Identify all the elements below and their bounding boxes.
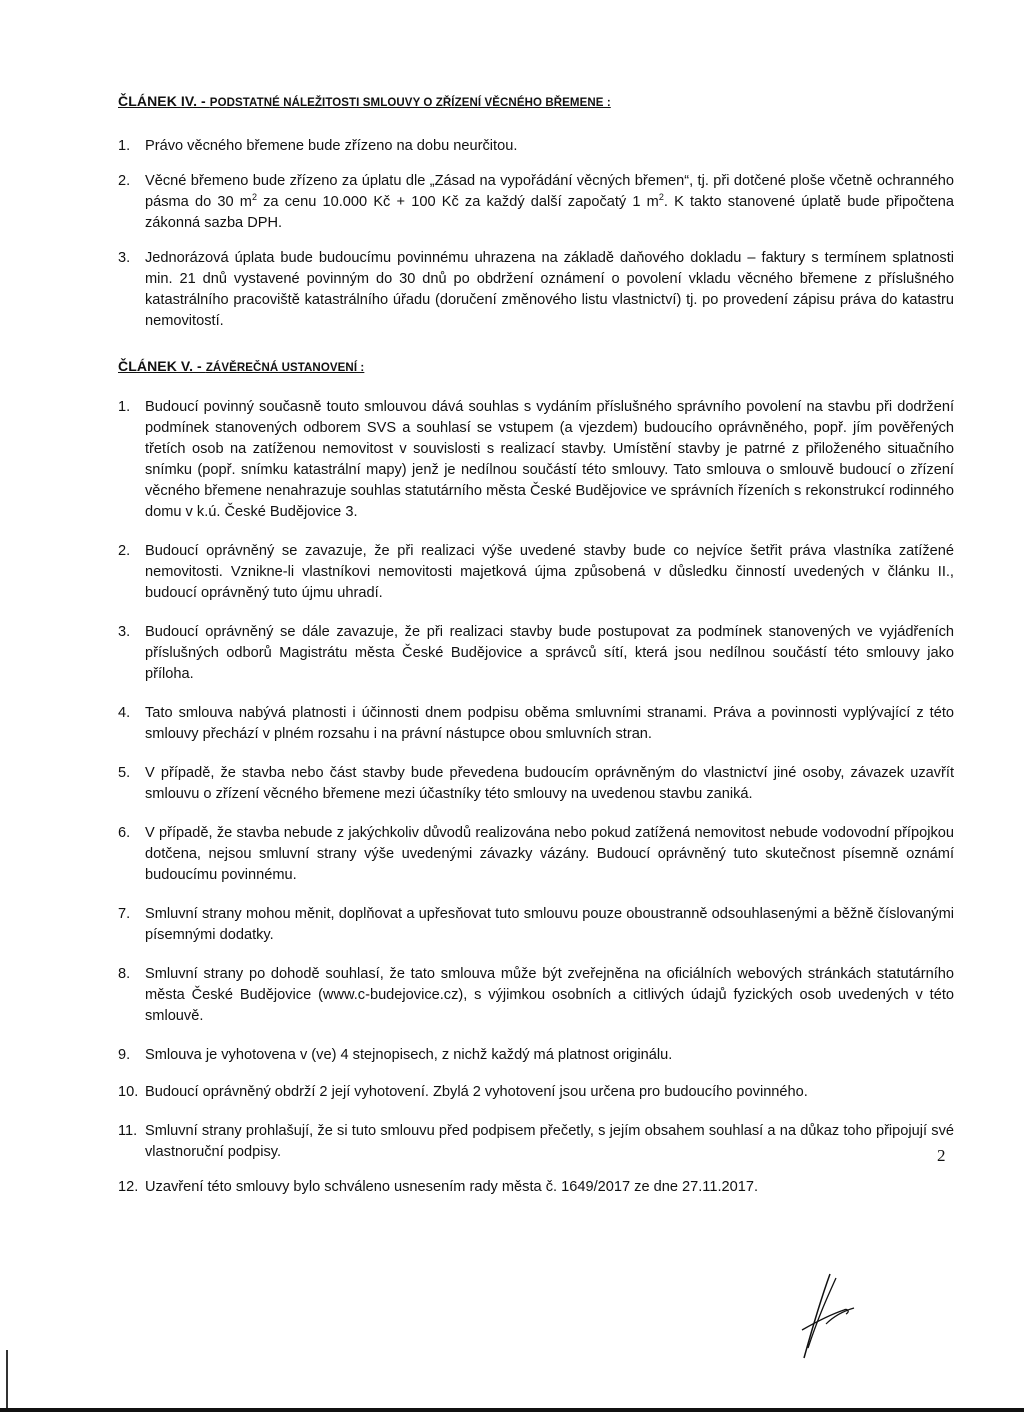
item-number: 3. [118,250,131,266]
article-4-heading-prefix: ČLÁNEK IV. - [118,93,210,109]
item-number: 9. [118,1047,131,1063]
article-5-item-6 [118,823,954,886]
superscript-2: 2 [658,192,664,202]
article-5-item-11 [118,1121,954,1163]
item-text: V případě, že stavba nebo část stavby bude převedena budoucím oprávněným do vlastnictví jiné osoby, závazek uzavřít smlouvu o zřízení věcného břemene mezi účastníky této smlouvy na uvedenou stavbu zaniká. [145,765,954,802]
item-number: 4. [118,705,131,721]
item-number: 6. [118,825,131,841]
article-5-heading [118,357,954,377]
item-number: 12. [118,1179,139,1195]
item-number: 11. [118,1123,138,1139]
item-number: 2. [118,543,131,559]
article-5-item-3 [118,622,954,685]
handwritten-signature [796,1270,862,1362]
item-number: 1. [118,399,131,415]
item-text: Smluvní strany mohou měnit, doplňovat a upřesňovat tuto smlouvu pouze oboustranně odsouhlasenými a běžně číslovanými písemnými dodatky. [145,906,954,943]
article-5-item-9 [118,1045,954,1066]
item-text: Budoucí oprávněný se zavazuje, že při realizaci výše uvedené stavby bude co nejvíce šetřit práva vlastníka zatížené nemovitosti. Vznikne-li vlastníkovi nemovitosti majetková újma způsobená v důsledku činností uvedených v článku II., budoucí oprávněný tuto újmu uhradí. [145,543,954,601]
article-5-item-8 [118,964,954,1027]
item-text: Tato smlouva nabývá platnosti i účinnosti dnem podpisu oběma smluvními stranami. Práva a povinnosti vyplývající z této smlouvy přechází v plném rozsahu i na právní nástupce obou smluvních stran. [145,705,954,742]
item-number: 5. [118,765,131,781]
item-text: Jednorázová úplata bude budoucímu povinnému uhrazena na základě daňového dokladu – faktury s termínem splatnosti min. 21 dnů vystavené povinným do 30 dnů po obdržení oznámení o povolení vkladu věcného břemene z příslušného katastrálního pracoviště katastrálního úřadu (doručení změnového listu vlastnictví) tj. po provedení zápisu práva do katastru nemovitostí. [145,250,954,329]
item-number: 7. [118,906,131,922]
article-4-item-3 [118,248,954,332]
item-number: 8. [118,966,131,982]
article-5-item-12 [118,1177,954,1198]
item-text: Smluvní strany prohlašují, že si tuto smlouvu před podpisem přečetly, s jejím obsahem souhlasí a na důkaz toho připojují své vlastnoruční podpisy. [145,1123,954,1160]
scan-edge-mark [6,1350,8,1410]
article-4-item-2 [118,171,954,234]
item-text: Uzavření této smlouvy bylo schváleno usnesením rady města č. 1649/2017 ze dne 27.11.2017. [145,1179,759,1195]
item-text: Budoucí oprávněný se dále zavazuje, že při realizaci stavby bude postupovat za podmínek stanovených ve vyjádřeních příslušných odborů Magistrátu města České Budějovice a správců sítí, která jsou nedílnou součástí této smlouvy jako příloha. [145,624,954,682]
item-number: 1. [118,138,131,154]
article-5-heading-title: ZÁVĚREČNÁ USTANOVENÍ : [205,362,365,374]
item-text [145,171,954,234]
article-5-item-2 [118,541,954,604]
page-number: 2 [937,1146,946,1165]
item-text: Budoucí oprávněný obdrží 2 její vyhotovení. Zbylá 2 vyhotovení jsou určena pro budoucího povinného. [145,1084,808,1100]
item-text: Smlouva je vyhotovena v (ve) 4 stejnopisech, z nichž každý má platnost originálu. [145,1047,673,1063]
article-5-heading-prefix: ČLÁNEK V. - [118,358,206,374]
item-text: Právo věcného břemene bude zřízeno na dobu neurčitou. [145,138,518,154]
item-number: 2. [118,173,131,189]
item-text-part-2: za cenu 10.000 Kč + 100 Kč za každý další započatý 1 m [256,194,659,210]
article-4-heading [118,92,954,112]
item-text-part-3: . K takto stanovené úplatě bude připočtena zákonná sazba DPH. [145,194,955,231]
article-5-items [118,397,954,1198]
item-text: Smluvní strany po dohodě souhlasí, že tato smlouva může být zveřejněna na oficiálních webových stránkách statutárního města České Budějovice (www.c-budejovice.cz), s výjimkou osobních a citlivých údajů fyzických osob uvedených v této smlouvě. [145,966,954,1024]
article-4-item-1 [118,136,954,157]
article-5-item-1 [118,397,954,523]
article-5-item-10 [118,1082,954,1103]
item-text: Budoucí povinný současně touto smlouvou dává souhlas s vydáním příslušného správního povolení na stavbu při dodržení podmínek stanovených odborem SVS a souhlasí se vstupem (a vjezdem) budoucího oprávněného, popř. jím pověřených třetích osob na zatíženou nemovitost v souvislosti s realizací stavby. Umístění stavby je patrné z přiloženého situačního snímku (popř. snímku katastrální mapy) jenž je nedílnou součástí této smlouvy. Tato smlouva o smlouvě budoucí o zřízení věcného břemene nenahrazuje souhlas statutárního města České Budějovice ve správních řízeních s rekonstrukcí rodinného domu v k.ú. České Budějovice 3. [145,399,954,520]
article-5-item-7 [118,904,954,946]
document-page [118,92,954,1198]
item-text-part-1: Věcné břemeno bude zřízeno za úplatu dle „Zásad na vypořádání věcných břemen“, tj. při dotčené ploše včetně ochranného pásma do 30 m [145,173,954,210]
article-5-item-5 [118,763,954,805]
item-number: 3. [118,624,131,640]
scan-bottom-edge [0,1408,1024,1412]
item-text: V případě, že stavba nebude z jakýchkoliv důvodů realizována nebo pokud zatížená nemovitost nebude vodovodní přípojkou dotčena, nejsou smluvní strany výše uvedenými závazky vázány. Budoucí oprávněný tuto skutečnost písemně oznámí budoucímu povinnému. [145,825,954,883]
item-number: 10. [118,1084,139,1100]
superscript-2: 2 [251,192,257,202]
article-5-item-4 [118,703,954,745]
article-4-heading-title: PODSTATNÉ NÁLEŽITOSTI SMLOUVY O ZŘÍZENÍ VĚCNÉHO BŘEMENE : [209,97,611,109]
